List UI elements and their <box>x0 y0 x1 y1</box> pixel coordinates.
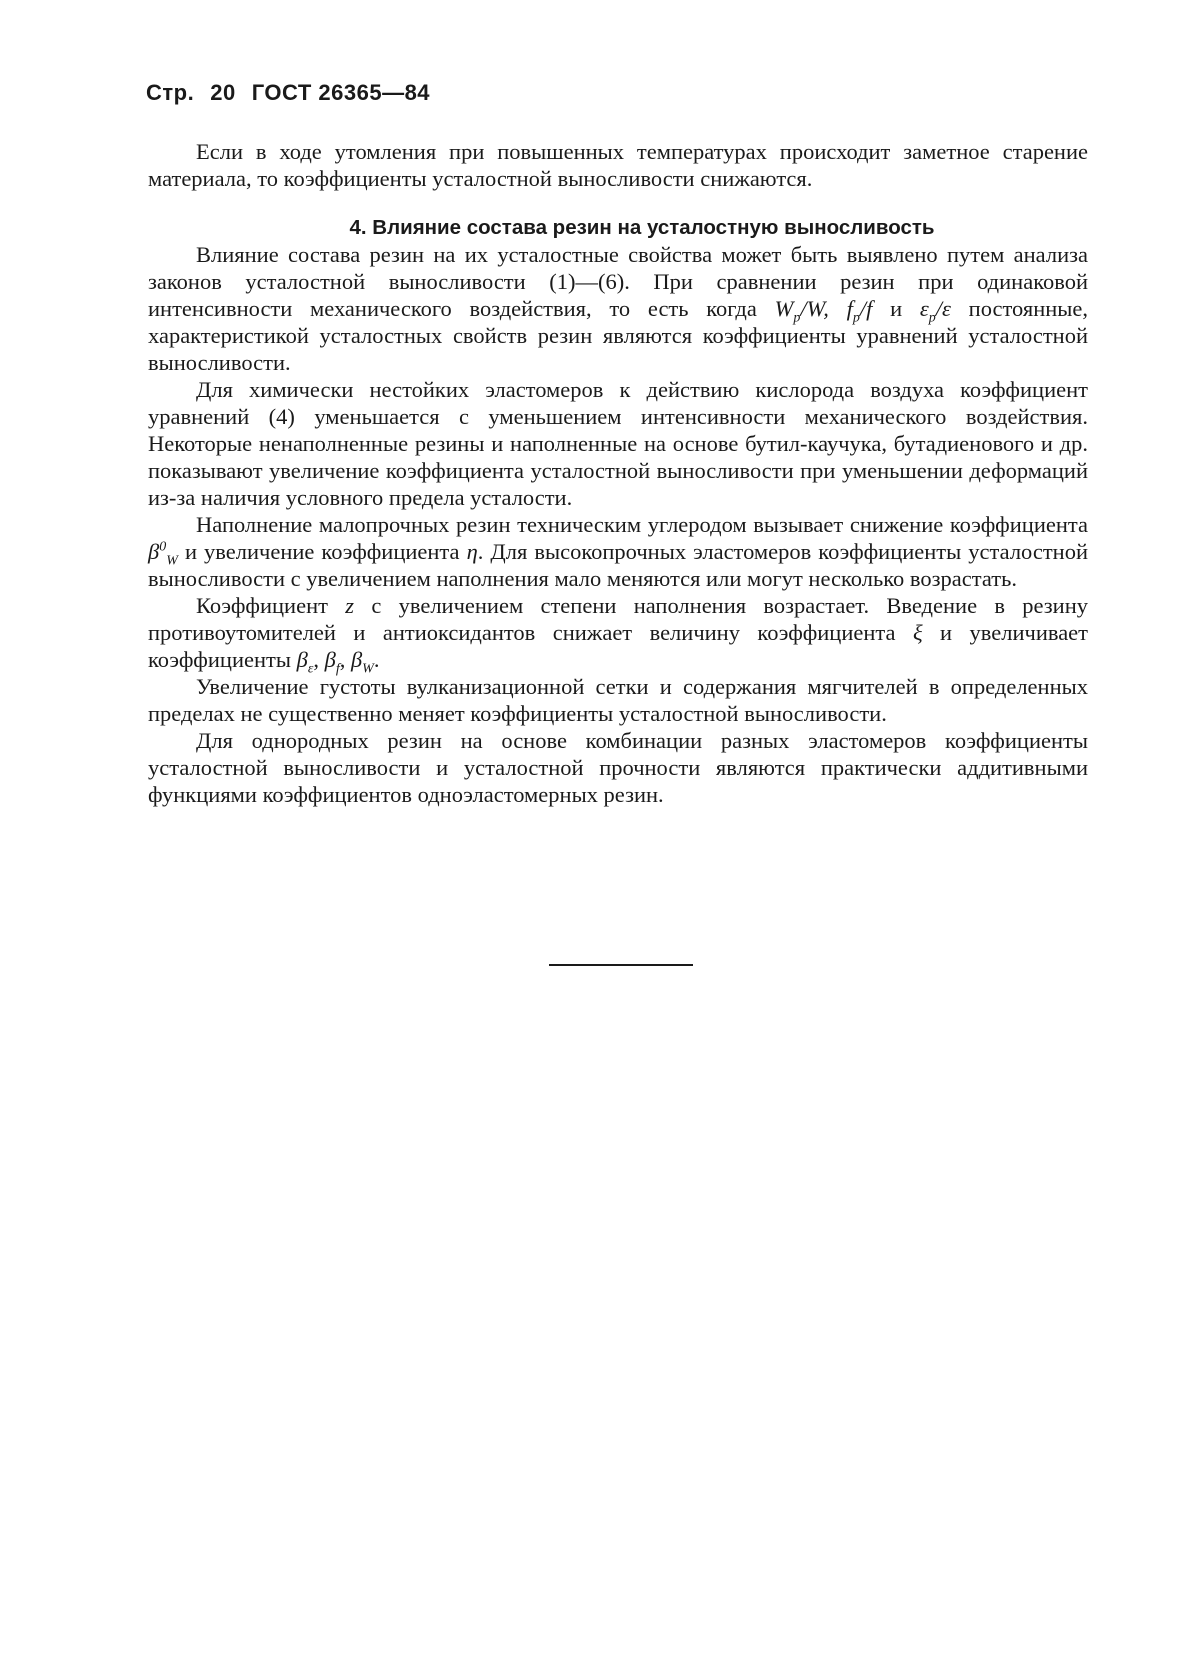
conjunction: и <box>890 296 903 321</box>
page-label: Стр. <box>146 80 195 105</box>
symbol-z: z <box>345 593 355 618</box>
body-text <box>148 138 1088 808</box>
symbol-epsilon: $\varepsilon_p/\varepsilon$ <box>919 296 951 326</box>
paragraph-1 <box>148 241 1088 376</box>
paragraph-3: Наполнение малопрочных резин техническим углеродом вызывает снижение коэффициента $\beta^0_W$ и увеличение коэффициента η. Для высокопрочных эластомеров коэффициенты усталостной выносливости с увеличением наполнения мало меняются или могут несколько возрастать. <box>148 512 1089 591</box>
paragraph-2: Для химически нестойких эластомеров к действию кислорода воздуха коэффициент уравнений (4) уменьшается с уменьшением интенсивности механического воздействия. Некоторые ненаполненные резины и наполненные на основе бутил-каучука, бутадиенового и др. показывают увеличение коэффициента усталостной выносливости при уменьшении деформаций из-за наличия условного предела усталости. <box>148 377 1088 510</box>
standard-code: ГОСТ 26365—84 <box>251 80 431 105</box>
paragraph-1-text-b: постоянные, характеристикой усталостных свойств резин являются коэффициенты уравнений усталостной выносливости. <box>148 296 1089 375</box>
symbol-xi: ξ <box>912 620 923 645</box>
symbol-beta-w: $\beta_W$ <box>350 647 374 677</box>
symbol-beta-eps: $\beta_\varepsilon$ <box>296 647 314 677</box>
paragraph-4: Коэффициент z с увеличением степени наполнения возрастает. Введение в резину противоутомителей и антиоксидантов снижает величину коэффициента ξ и увеличивает коэффициенты $\beta_\varepsilon$, $\beta_f$, $\beta_W$. <box>148 593 1088 677</box>
end-rule <box>549 964 693 966</box>
paragraph-6: Для однородных резин на основе комбинации разных эластомеров коэффициенты усталостной выносливости и усталостной прочности являются практически аддитивными функциями коэффициентов одноэластомерных резин. <box>148 728 1088 807</box>
page-header <box>146 80 446 106</box>
intro-paragraph: Если в ходе утомления при повышенных температурах происходит заметное старение материала, то коэффициенты усталостной выносливости снижаются. <box>148 139 1088 191</box>
symbol-eta: η <box>466 539 478 564</box>
symbol-w: $W_p/W$, <box>774 296 829 326</box>
section-heading: 4. Влияние состава резин на усталостную выносливость <box>349 216 935 239</box>
page-number: 20 <box>210 80 236 105</box>
paragraph-1-text-a: Влияние состава резин на их усталостные свойства может быть выявлено путем анализа законов усталостной выносливости (1)—(6). При сравнении резин при одинаковой интенсивности механического воздействия, то есть когда <box>148 242 1088 321</box>
symbol-beta-f: $\beta_f$ <box>324 647 340 677</box>
paragraph-5: Увеличение густоты вулканизационной сетки и содержания мягчителей в определенных пределах не существенно меняет коэффициенты усталостной выносливости. <box>148 674 1088 726</box>
symbol-beta-w0: $\beta^0_W$ <box>148 539 178 569</box>
symbol-f: $f_p/f$ <box>846 296 873 326</box>
